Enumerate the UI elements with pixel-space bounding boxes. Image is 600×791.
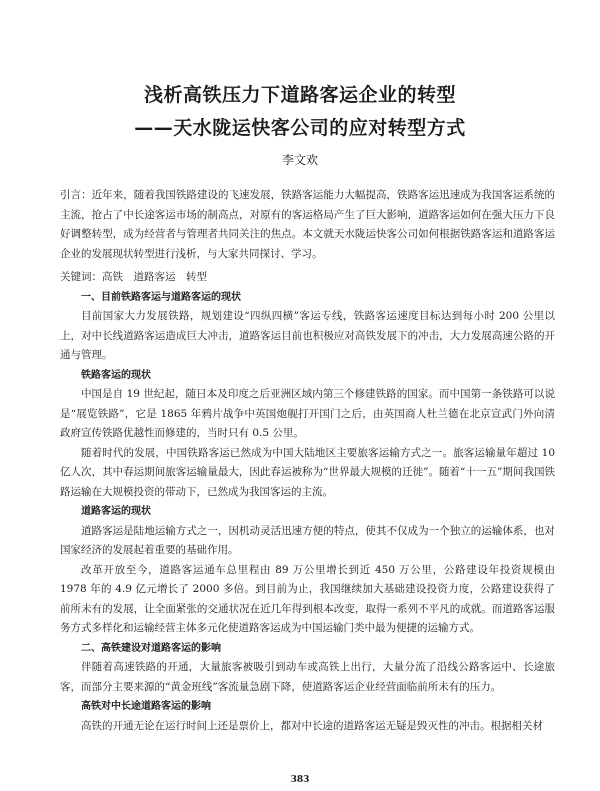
paragraph: 中国是自 19 世纪起，随日本及印度之后亚洲区域内第三个修建铁路的国家。而中国第一条铁路可以说是“展览铁路”，它是 1865 年鸦片战争中英国炮舰打开国门之后，由英国商人杜兰德在北京宣武门外向清政府宣传铁路优越性而修建的，当时只有 0.5 公里。 (60, 388, 555, 439)
paper-subtitle: ——天水陇运快客公司的应对转型方式 (134, 117, 466, 139)
section-heading-2: 二、高铁建设对道路客运的影响 (81, 642, 221, 654)
subheading-rail: 铁路客运的现状 (81, 369, 151, 381)
paragraph: 伴随着高速铁路的开通，大量旅客被吸引到动车或高铁上出行，大量分流了沿线公路客运中、长途旅客，而部分主要来源的“黄金班线”客流量急剧下降，使道路客运企业经营面临前所未有的压力。 (60, 661, 555, 693)
paragraph: 高铁的开通无论在运行时间上还是票价上，都对中长途的道路客运无疑是毁灭性的冲击。根据相关材 (81, 719, 543, 732)
keywords: 关键词：高铁 道路客运 转型 (60, 271, 207, 283)
paragraph: 目前国家大力发展铁路，规划建设“四纵四横”客运专线，铁路客运速度目标达到每小时 200 公里以上，对中长线道路客运造成巨大冲击，道路客运目前也积极应对高铁发展下的冲击，大力发展高速公路的开通与管理。 (60, 310, 555, 361)
subheading-long-distance: 高铁对中长途道路客运的影响 (81, 701, 211, 712)
paragraph: 道路客运是陆地运输方式之一，因机动灵活迅速方便的特点，使其不仅成为一个独立的运输体系，也对国家经济的发展起着重要的基础作用。 (60, 524, 555, 556)
subheading-road: 道路客运的现状 (81, 506, 151, 517)
paper-body (60, 186, 555, 736)
abstract: 引言：近年来，随着我国铁路建设的飞速发展，铁路客运能力大幅提高，铁路客运迅速成为我国客运系统的主流，抢占了中长途客运市场的制高点，对原有的客运格局产生了巨大影响，道路客运如何在强大压力下良好调整转型，成为经营者与管理者共同关注的焦点。本文就天水陇运快客公司如何根据铁路客运和道路客运企业的发展现状转型进行浅析，与大家共同探讨、学习。 (60, 189, 555, 260)
author-name: 李文欢 (281, 153, 318, 167)
section-heading-1: 一、目前铁路客运与道路客运的现状 (81, 291, 241, 303)
paragraph: 随着时代的发展，中国铁路客运已然成为中国大陆地区主要旅客运输方式之一。旅客运输量年超过 10 亿人次，其中春运期间旅客运输量最大，因此春运被称为“世界最大规模的迁徙”。随着“十一五”期间我国铁路运输在大规模投资的带动下，已然成为我国客运的主流。 (60, 446, 555, 498)
paper-title: 浅析高铁压力下道路客运企业的转型 (143, 84, 456, 106)
paragraph: 改革开放至今，道路客运通车总里程由 89 万公里增长到近 450 万公里，公路建设年投资规模由 1978 年的 4.9 亿元增长了 2000 多倍。到目前为止，我国继续加大基础建设投资力度，公路建设获得了前所未有的发展，让全面紧张的交通状况在近几年得到根本改变，取得一系列不平凡的成就。而道路客运服务方式多样化和运输经营主体多元化使道路客运成为中国运输门类中最为便捷的运输方式。 (60, 563, 555, 634)
page-number: 383 (290, 775, 310, 785)
